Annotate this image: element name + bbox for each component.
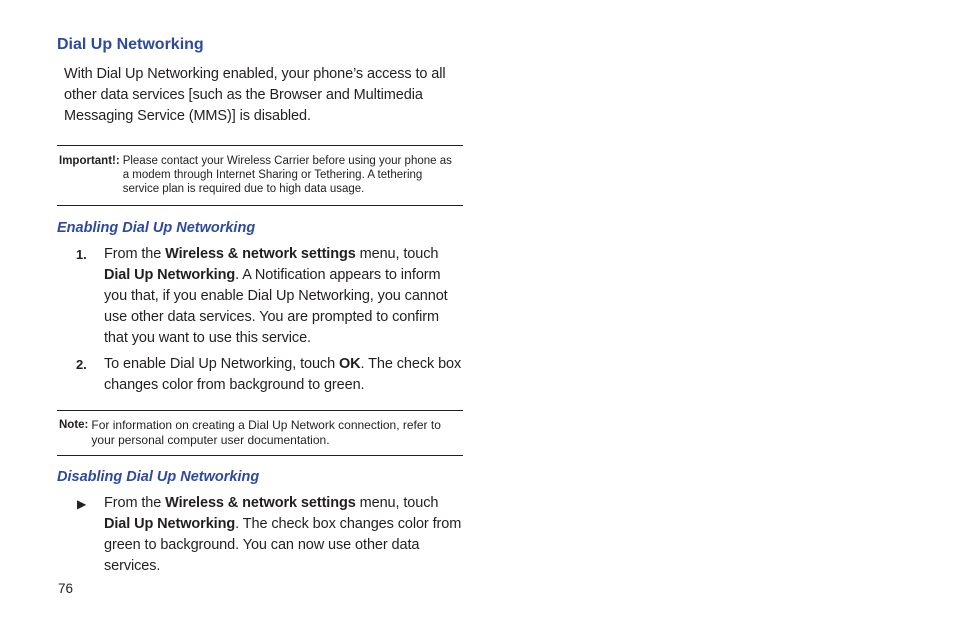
page-number: 76 bbox=[58, 581, 74, 596]
step-text: . The check box changes color from green to background. You can now use other data services. bbox=[104, 516, 462, 574]
step-text: . A Notification appears to inform you that, if you enable Dial Up Networking, you cannot use other data services. You are prompted to confirm that you want to use this service. bbox=[104, 267, 448, 346]
option-name: Dial Up Networking bbox=[104, 267, 236, 283]
enabling-heading: Enabling Dial Up Networking bbox=[57, 220, 256, 236]
enabling-step-1 bbox=[57, 244, 463, 349]
disabling-heading: Disabling Dial Up Networking bbox=[57, 469, 260, 485]
page-content bbox=[57, 34, 463, 577]
option-name: Dial Up Networking bbox=[104, 516, 236, 532]
important-label: Important!: bbox=[59, 155, 120, 167]
step-text: From the bbox=[104, 495, 166, 511]
section-heading: Dial Up Networking bbox=[57, 36, 204, 53]
bullet-arrow-icon: ▶ bbox=[77, 497, 87, 511]
step-text: menu, touch bbox=[355, 246, 439, 262]
step-number: 1. bbox=[76, 247, 87, 262]
important-text: Please contact your Wireless Carrier before using your phone as a modem through Internet Sharing or Tethering. A tethering service plan is required due to high data usage. bbox=[122, 155, 452, 195]
note-callout bbox=[57, 410, 463, 456]
step-text: . The check box changes color from background to green. bbox=[104, 356, 462, 393]
menu-name: Wireless & network settings bbox=[165, 495, 356, 511]
intro-paragraph: With Dial Up Networking enabled, your phone’s access to all other data services [such as the Browser and Multimedia Messaging Service (MMS)] is disabled. bbox=[64, 66, 446, 124]
step-text: From the bbox=[104, 246, 166, 262]
button-name: OK bbox=[338, 356, 361, 372]
step-number: 2. bbox=[76, 357, 87, 372]
note-text: For information on creating a Dial Up Network connection, refer to your personal computer user documentation. bbox=[91, 418, 441, 447]
disabling-step bbox=[57, 493, 463, 577]
menu-name: Wireless & network settings bbox=[165, 246, 356, 262]
note-label: Note: bbox=[59, 419, 89, 431]
enabling-step-2 bbox=[57, 354, 463, 396]
step-text: menu, touch bbox=[355, 495, 439, 511]
step-text: To enable Dial Up Networking, touch bbox=[104, 356, 339, 372]
important-callout bbox=[57, 145, 463, 206]
